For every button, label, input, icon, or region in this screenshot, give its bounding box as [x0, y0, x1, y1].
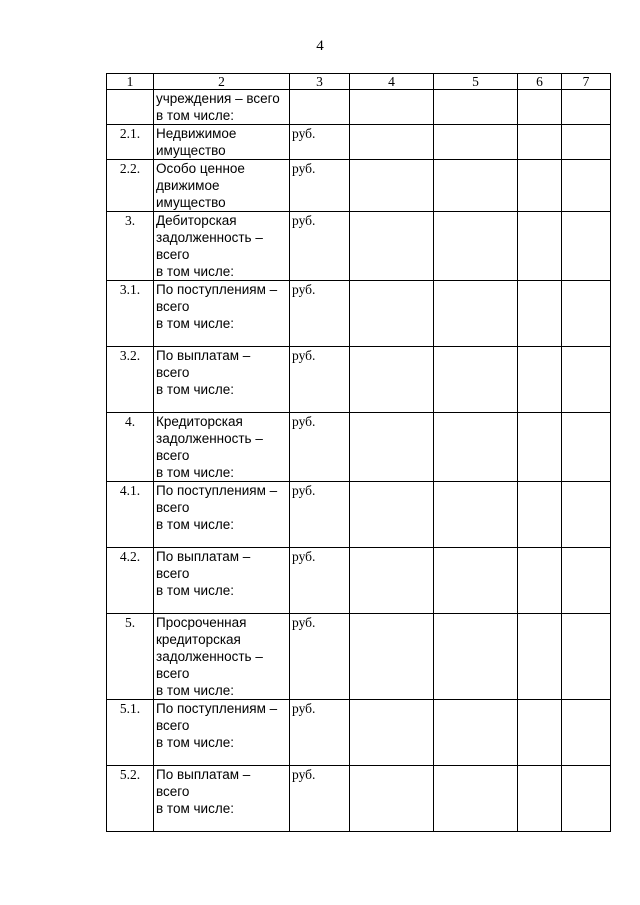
row-name-line: всего	[156, 566, 190, 581]
row-name-cell	[154, 212, 290, 281]
empty-value-cell	[562, 766, 611, 832]
row-name-line: Кредиторская	[156, 414, 243, 429]
row-number-cell: 4.1.	[107, 482, 154, 548]
empty-value-cell	[562, 614, 611, 700]
row-number-cell: 2.1.	[107, 125, 154, 160]
row-unit-cell: руб.	[290, 125, 350, 160]
empty-value-cell	[518, 160, 562, 212]
table-row	[107, 212, 611, 281]
row-name-line: По выплатам –	[156, 767, 251, 782]
row-name-line: По поступлениям –	[156, 701, 278, 716]
row-unit-cell	[290, 90, 350, 125]
row-name-cell	[154, 160, 290, 212]
row-name-line: в том числе:	[156, 517, 234, 532]
table-row	[107, 413, 611, 482]
row-name-cell	[154, 347, 290, 413]
column-header: 3	[290, 74, 350, 90]
empty-value-cell	[350, 212, 434, 281]
row-number-cell: 4.	[107, 413, 154, 482]
table-row	[107, 482, 611, 548]
empty-value-cell	[350, 90, 434, 125]
table-body	[107, 74, 611, 832]
empty-value-cell	[434, 125, 518, 160]
row-name-line: всего	[156, 666, 190, 681]
column-header: 2	[154, 74, 290, 90]
row-name-line: всего	[156, 365, 190, 380]
empty-value-cell	[350, 766, 434, 832]
empty-value-cell	[434, 614, 518, 700]
row-name-line: в том числе:	[156, 264, 234, 279]
empty-value-cell	[562, 281, 611, 347]
table-row	[107, 125, 611, 160]
table-row	[107, 160, 611, 212]
empty-value-cell	[562, 347, 611, 413]
empty-value-cell	[434, 700, 518, 766]
row-name-line: в том числе:	[156, 683, 234, 698]
empty-value-cell	[562, 548, 611, 614]
table-row	[107, 90, 611, 125]
table-row	[107, 347, 611, 413]
row-number-cell: 2.2.	[107, 160, 154, 212]
row-number-cell: 5.2.	[107, 766, 154, 832]
empty-value-cell	[350, 160, 434, 212]
row-unit-cell: руб.	[290, 548, 350, 614]
empty-value-cell	[518, 281, 562, 347]
row-name-line: задолженность –	[156, 431, 263, 446]
row-name-line: в том числе:	[156, 465, 234, 480]
row-name-line: в том числе:	[156, 382, 234, 397]
row-name-cell	[154, 90, 290, 125]
empty-value-cell	[434, 413, 518, 482]
column-header: 1	[107, 74, 154, 90]
empty-value-cell	[434, 482, 518, 548]
row-name-line: в том числе:	[156, 108, 234, 123]
row-name-line: Дебиторская	[156, 213, 237, 228]
row-name-line: По выплатам –	[156, 348, 251, 363]
row-name-cell	[154, 281, 290, 347]
empty-value-cell	[434, 347, 518, 413]
row-name-line: всего	[156, 500, 190, 515]
row-unit-cell: руб.	[290, 700, 350, 766]
row-name-line: По поступлениям –	[156, 483, 278, 498]
row-name-line: По выплатам –	[156, 549, 251, 564]
column-header: 5	[434, 74, 518, 90]
empty-value-cell	[434, 548, 518, 614]
empty-value-cell	[350, 347, 434, 413]
empty-value-cell	[518, 125, 562, 160]
row-name-line: учреждения – всего	[156, 91, 280, 106]
row-name-cell	[154, 766, 290, 832]
row-name-line: По поступлениям –	[156, 282, 278, 297]
row-number-cell: 3.1.	[107, 281, 154, 347]
row-name-line: всего	[156, 718, 190, 733]
empty-value-cell	[518, 700, 562, 766]
table-row	[107, 548, 611, 614]
empty-value-cell	[562, 160, 611, 212]
empty-value-cell	[562, 482, 611, 548]
row-name-line: в том числе:	[156, 316, 234, 331]
row-name-line: в том числе:	[156, 801, 234, 816]
row-name-line: всего	[156, 448, 190, 463]
row-name-line: всего	[156, 247, 190, 262]
row-name-line: всего	[156, 299, 190, 314]
row-name-cell	[154, 125, 290, 160]
empty-value-cell	[350, 281, 434, 347]
empty-value-cell	[562, 125, 611, 160]
row-name-line: Недвижимое	[156, 126, 237, 141]
empty-value-cell	[434, 90, 518, 125]
row-name-line: в том числе:	[156, 735, 234, 750]
empty-value-cell	[434, 281, 518, 347]
empty-value-cell	[518, 766, 562, 832]
row-name-line: имущество	[156, 195, 226, 210]
row-name-cell	[154, 700, 290, 766]
empty-value-cell	[350, 125, 434, 160]
empty-value-cell	[562, 90, 611, 125]
empty-value-cell	[350, 413, 434, 482]
row-name-cell	[154, 482, 290, 548]
row-number-cell: 4.2.	[107, 548, 154, 614]
row-unit-cell: руб.	[290, 347, 350, 413]
row-name-line: задолженность –	[156, 649, 263, 664]
empty-value-cell	[518, 90, 562, 125]
row-name-line: Просроченная	[156, 615, 247, 630]
row-number-cell: 3.2.	[107, 347, 154, 413]
row-name-line: движимое	[156, 178, 220, 193]
row-name-cell	[154, 614, 290, 700]
report-table	[106, 73, 611, 832]
empty-value-cell	[562, 413, 611, 482]
empty-value-cell	[434, 160, 518, 212]
row-unit-cell: руб.	[290, 413, 350, 482]
row-unit-cell: руб.	[290, 766, 350, 832]
table-header-row	[107, 74, 611, 90]
row-unit-cell: руб.	[290, 614, 350, 700]
table-row	[107, 614, 611, 700]
table-row	[107, 281, 611, 347]
empty-value-cell	[350, 700, 434, 766]
row-number-cell: 5.1.	[107, 700, 154, 766]
row-unit-cell: руб.	[290, 482, 350, 548]
table-row	[107, 766, 611, 832]
column-header: 4	[350, 74, 434, 90]
empty-value-cell	[350, 614, 434, 700]
row-unit-cell: руб.	[290, 212, 350, 281]
empty-value-cell	[350, 548, 434, 614]
row-name-line: кредиторская	[156, 632, 241, 647]
row-name-line: Особо ценное	[156, 161, 245, 176]
row-number-cell: 5.	[107, 614, 154, 700]
empty-value-cell	[518, 347, 562, 413]
empty-value-cell	[562, 700, 611, 766]
row-name-line: всего	[156, 784, 190, 799]
column-header: 6	[518, 74, 562, 90]
row-unit-cell: руб.	[290, 281, 350, 347]
empty-value-cell	[518, 614, 562, 700]
row-name-line: задолженность –	[156, 230, 263, 245]
empty-value-cell	[518, 413, 562, 482]
column-header: 7	[562, 74, 611, 90]
row-name-cell	[154, 413, 290, 482]
row-number-cell	[107, 90, 154, 125]
empty-value-cell	[434, 212, 518, 281]
row-name-cell	[154, 548, 290, 614]
empty-value-cell	[350, 482, 434, 548]
page-number: 4	[316, 38, 324, 54]
row-name-line: в том числе:	[156, 583, 234, 598]
table-row	[107, 700, 611, 766]
row-unit-cell: руб.	[290, 160, 350, 212]
empty-value-cell	[562, 212, 611, 281]
empty-value-cell	[518, 482, 562, 548]
empty-value-cell	[518, 212, 562, 281]
empty-value-cell	[518, 548, 562, 614]
row-name-line: имущество	[156, 143, 226, 158]
empty-value-cell	[434, 766, 518, 832]
row-number-cell: 3.	[107, 212, 154, 281]
